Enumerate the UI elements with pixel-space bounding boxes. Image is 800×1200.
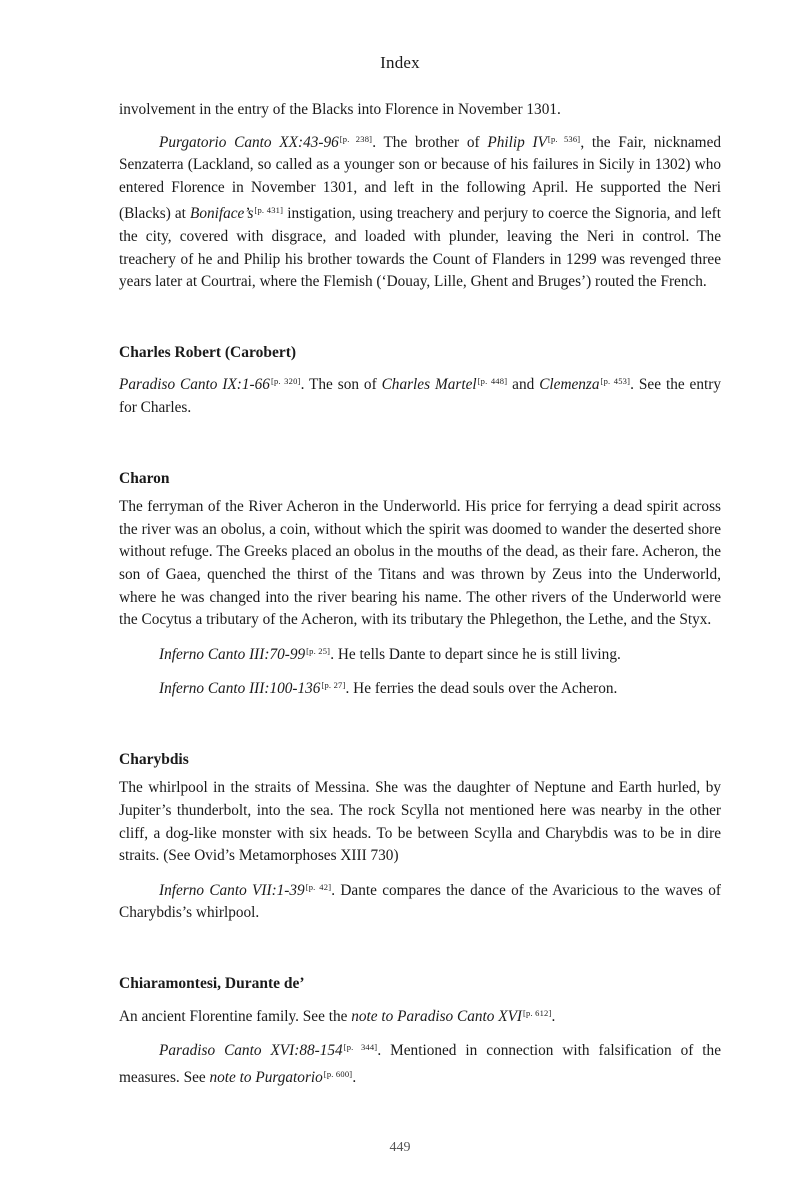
body-text: . Dante compares the dance of the Avaricious to the waves of Charybdis’s whirlpool.	[119, 881, 721, 922]
body-text: . The son of	[300, 376, 382, 394]
continuation-text: involvement in the entry of the Blacks into Florence in November 1301.	[119, 101, 561, 118]
ref-line	[119, 674, 721, 701]
page-ref[interactable]: [p. 238]	[339, 133, 373, 144]
page-ref[interactable]: [p. 448]	[477, 376, 508, 387]
body-text: .	[352, 1068, 357, 1086]
body-text: .	[551, 1007, 556, 1025]
page-ref[interactable]: [p. 612]	[523, 1007, 552, 1018]
page-ref[interactable]: [p. 25]	[306, 645, 331, 656]
xref-link[interactable]: Inferno Canto III:100-136	[159, 680, 321, 698]
page-ref[interactable]: [p. 600]	[323, 1068, 353, 1079]
body-text: . The brother of	[372, 133, 488, 151]
xref-link[interactable]: note to Paradiso Canto XVI	[351, 1007, 523, 1025]
xref-link[interactable]: Charles Martel	[381, 376, 477, 394]
body-text: . He tells Dante to depart since he is still living.	[330, 645, 621, 663]
ref-paragraph	[119, 1036, 721, 1089]
entry-title-charybdis: Charybdis	[119, 750, 189, 768]
page-ref[interactable]: [p. 453]	[600, 376, 631, 387]
page-header-title: Index	[380, 53, 420, 72]
body-text: . Mentioned in connection with falsification of the measures. See	[119, 1042, 721, 1086]
page-ref[interactable]: [p. 536]	[547, 133, 581, 144]
body-text: , the Fair, nicknamed Senzaterra (Lackland, so called as a younger son or because of his failures in Sicily in 1302) who entered Florence in November 1301, and left in the following April. He supported the Neri (Blacks) at	[119, 133, 722, 223]
body-text: . He ferries the dead souls over the Acheron.	[345, 680, 618, 698]
index-content	[119, 99, 721, 1089]
entry-body-chiaramontesi	[119, 1002, 721, 1029]
ref-line	[119, 640, 721, 667]
entry-title-chiaramontesi: Chiaramontesi, Durante de’	[119, 975, 305, 993]
page-number: 449	[389, 1140, 411, 1155]
page-ref[interactable]: [p. 27]	[321, 680, 346, 691]
page-ref[interactable]: [p. 320]	[270, 376, 301, 387]
body-text: An ancient Florentine family. See the	[119, 1007, 352, 1025]
entry-title-charon: Charon	[119, 469, 170, 487]
ref-paragraph	[119, 876, 721, 925]
continuation-paragraph	[119, 128, 721, 294]
page-ref[interactable]: [p. 431]	[254, 205, 284, 216]
page-ref[interactable]: [p. 42]	[305, 881, 332, 892]
xref-link[interactable]: Inferno Canto III:70-99	[159, 645, 306, 663]
xref-link[interactable]: Inferno Canto VII:1-39	[159, 881, 305, 899]
page-ref[interactable]: [p. 344]	[343, 1042, 378, 1053]
xref-link[interactable]: Paradiso Canto XVI:88-154	[159, 1042, 343, 1060]
xref-link[interactable]: Philip IV	[487, 133, 547, 151]
entry-body-charon: The ferryman of the River Acheron in the Underworld. His price for ferrying a dead spirit across the river was an obolus, a coin, without which the spirit was doomed to wander the deserted shore without refuge. The Greeks placed an obolus in the mouths of the dead, as their fare. Acheron, the son of Gaea, quenched the thirst of the Titans and was thrown by Zeus into the Underworld, where he was changed into the river bearing his name. The other rivers of the Underworld were the Cocytus a tributary of the Acheron, with its tributary the Phlegethon, the Lethe, and the Styx.	[119, 498, 721, 629]
entry-body-charles-robert	[119, 370, 721, 419]
xref-link[interactable]: Clemenza	[539, 376, 600, 394]
xref-link[interactable]: Paradiso Canto IX:1-66	[119, 376, 270, 394]
xref-link[interactable]: Boniface’s	[189, 205, 254, 223]
xref-link[interactable]: Purgatorio Canto XX:43-96	[159, 133, 339, 151]
entry-title-charles-robert: Charles Robert (Carobert)	[119, 343, 297, 361]
entry-body-charybdis: The whirlpool in the straits of Messina. She was the daughter of Neptune and Earth hurled, by Jupiter’s thunderbolt, into the sea. The rock Scylla not mentioned here was nearby in the other cliff, a dog-like monster with six heads. To be between Scylla and Charybdis was to be in dire straits. (See Ovid’s Metamorphoses XIII 730)	[119, 779, 721, 865]
body-text: . See the entry for Charles.	[119, 376, 721, 416]
body-text: and	[507, 376, 540, 394]
body-text: instigation, using treachery and perjury to coerce the Signoria, and left the city, covered with disgrace, and loaded with plunder, leaving the Neri in control. The treachery of he and Philip his brother towards the Count of Flanders in 1299 was revenged three years later at Courtrai, where the Flemish (‘Douay, Lille, Ghent and Bruges’) routed the French.	[119, 205, 721, 291]
xref-link[interactable]: note to Purgatorio	[209, 1068, 323, 1086]
